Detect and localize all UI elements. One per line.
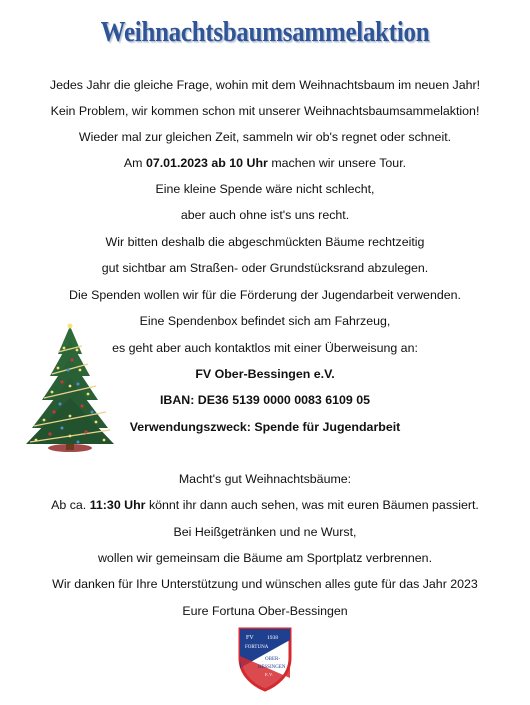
page-title: Weihnachtsbaumsammelaktion — [100, 16, 430, 48]
crest-suffix: E.V. — [265, 672, 273, 677]
text-line-3: Wieder mal zur gleichen Zeit, sammeln wir ob's regnet oder schneit. — [78, 130, 452, 144]
text-line-8: gut sichtbar am Straßen- oder Grundstücksrand abzulegen. — [101, 261, 429, 275]
signature-line: Eure Fortuna Ober-Bessingen — [182, 604, 348, 618]
text-line-4-pre: Am — [123, 156, 146, 170]
text-line-7: Wir bitten deshalb die abgeschmückten Bäume rechtzeitig — [105, 235, 425, 249]
burn-time: 11:30 Uhr — [89, 498, 146, 512]
christmas-tree-icon — [22, 320, 118, 456]
text-line-19: Wir danken für Ihre Unterstützung und wünschen alles gute für das Jahr 2023 — [52, 577, 478, 591]
text-line-11: es geht aber auch kontaktlos mit einer Überweisung an: — [112, 341, 418, 355]
purpose-text: Verwendungszweck: Spende für Jugendarbeit — [129, 420, 401, 434]
crest-place-1: OBER- — [265, 657, 280, 662]
crest-place-2: BESSINGEN — [258, 665, 286, 670]
text-line-2: Kein Problem, wir kommen schon mit unserer Weihnachtsbaumsammelaktion! — [50, 104, 480, 118]
text-line-15: Macht's gut Weihnachtsbäume: — [178, 472, 352, 486]
text-line-16-post: könnt ihr dann auch sehen, was mit euren Bäumen passiert. — [145, 498, 479, 512]
text-line-10: Eine Spendenbox befindet sich am Fahrzeug, — [139, 314, 391, 328]
crest-fv: FV — [246, 635, 254, 641]
text-line-1: Jedes Jahr die gleiche Frage, wohin mit dem Weihnachtsbaum im neuen Jahr! — [49, 78, 481, 92]
text-line-4-post: machen wir unsere Tour. — [267, 156, 407, 170]
text-line-5: Eine kleine Spende wäre nicht schlecht, — [155, 182, 375, 196]
text-line-16 — [0, 497, 530, 513]
iban-text: IBAN: DE36 5139 0000 0083 6109 05 — [159, 393, 371, 407]
text-line-16-pre: Ab ca. — [51, 498, 90, 512]
text-line-9: Die Spenden wollen wir für die Förderung der Jugendarbeit verwenden. — [69, 288, 461, 302]
club-crest-icon — [237, 626, 293, 692]
text-line-4 — [0, 155, 530, 171]
text-line-17: Bei Heißgetränken und ne Wurst, — [173, 525, 357, 539]
crest-name: FORTUNA — [245, 645, 269, 650]
text-line-6: aber auch ohne ist's uns recht. — [180, 208, 350, 222]
tour-date: 07.01.2023 ab 10 Uhr — [145, 156, 268, 170]
text-line-18: wollen wir gemeinsam die Bäume am Sportplatz verbrennen. — [97, 551, 433, 565]
crest-year: 1938 — [267, 635, 278, 641]
club-name-text: FV Ober-Bessingen e.V. — [195, 367, 335, 381]
